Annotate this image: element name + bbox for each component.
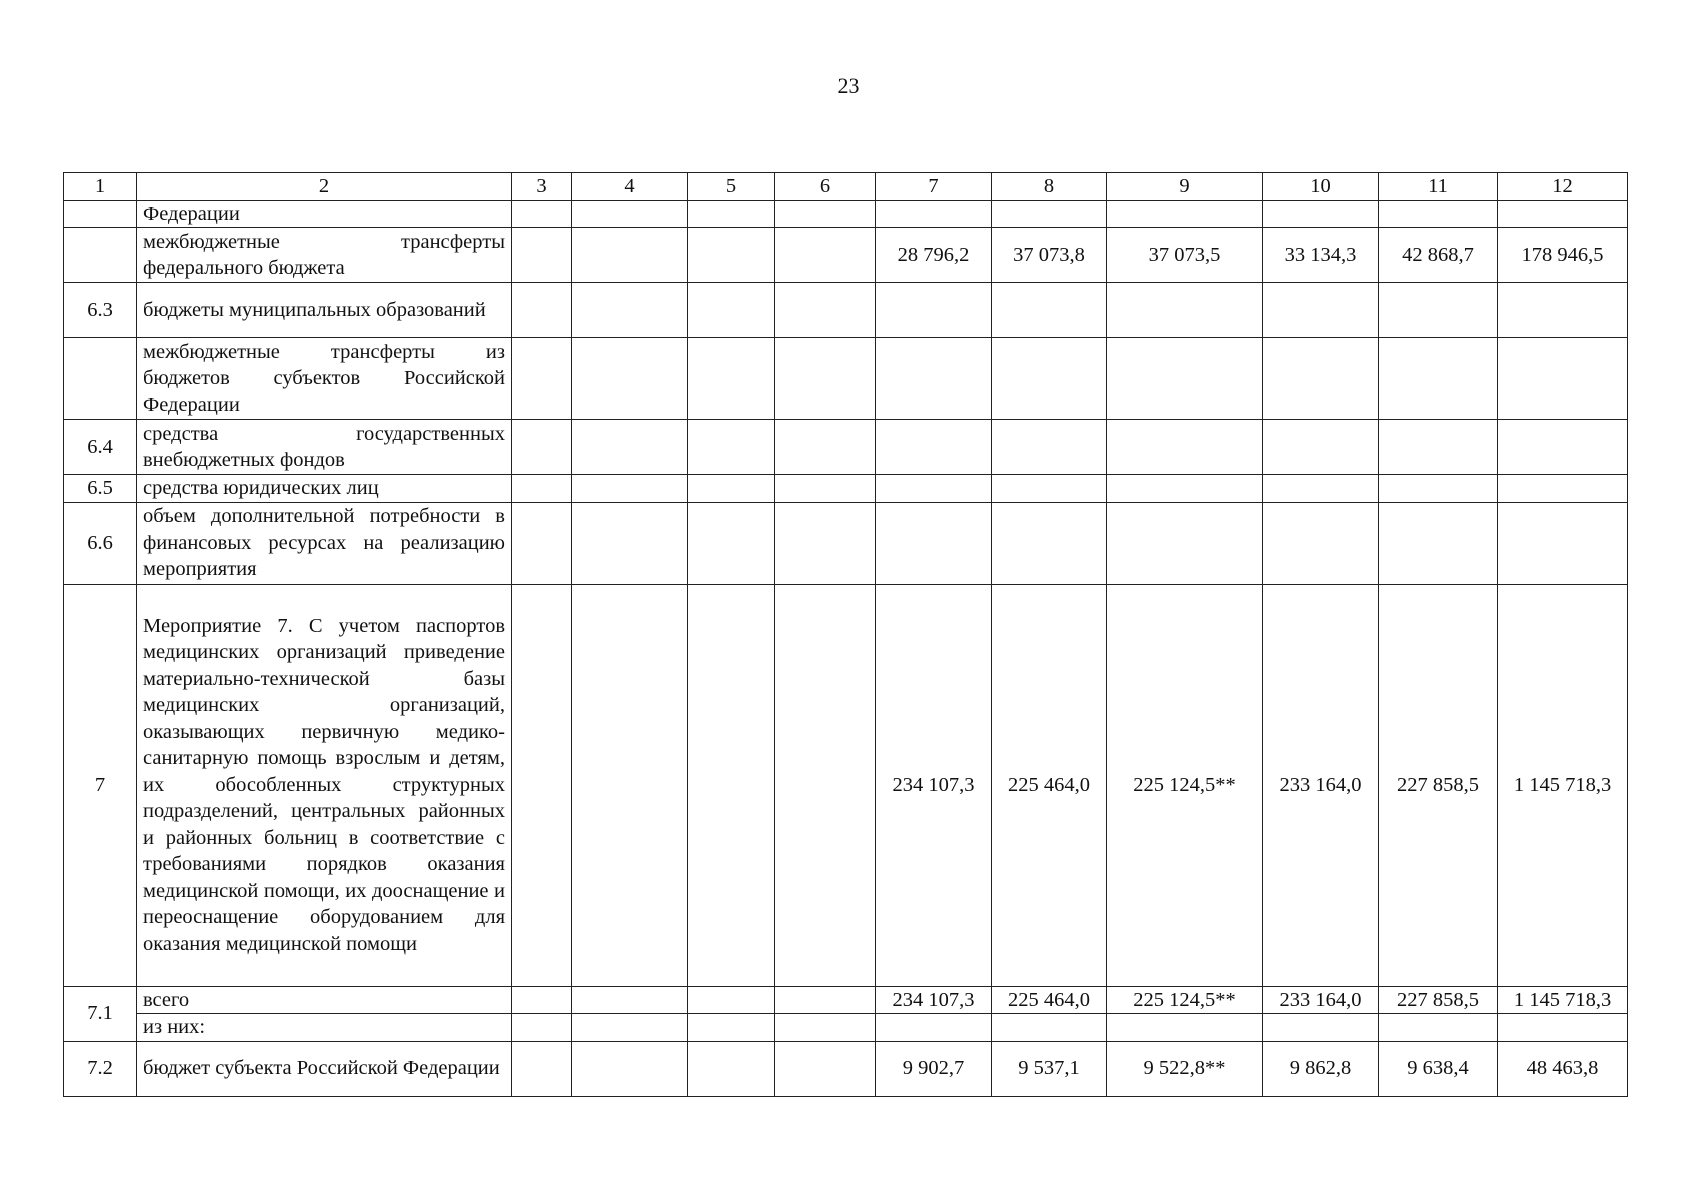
budget-table bbox=[63, 172, 1628, 1097]
cell-col6 bbox=[775, 1014, 876, 1042]
cell-col3 bbox=[512, 283, 572, 338]
table-row bbox=[64, 1041, 1628, 1096]
cell-col3 bbox=[512, 420, 572, 475]
row-id: 7.2 bbox=[64, 1041, 137, 1096]
column-number: 11 bbox=[1379, 173, 1498, 201]
column-number: 7 bbox=[876, 173, 992, 201]
cell-col7 bbox=[876, 475, 992, 503]
cell-col3 bbox=[512, 475, 572, 503]
cell-col3 bbox=[512, 338, 572, 420]
cell-col7 bbox=[876, 200, 992, 228]
table-row bbox=[64, 338, 1628, 420]
cell-col5 bbox=[688, 338, 775, 420]
cell-col10 bbox=[1263, 283, 1379, 338]
cell-col9 bbox=[1107, 475, 1263, 503]
cell-col8 bbox=[992, 475, 1107, 503]
cell-col11 bbox=[1379, 1014, 1498, 1042]
table-row bbox=[64, 584, 1628, 986]
cell-col6 bbox=[775, 584, 876, 986]
column-number: 8 bbox=[992, 173, 1107, 201]
cell-col9 bbox=[1107, 338, 1263, 420]
column-number: 9 bbox=[1107, 173, 1263, 201]
cell-col6 bbox=[775, 475, 876, 503]
cell-col4 bbox=[572, 283, 688, 338]
cell-col7: 9 902,7 bbox=[876, 1041, 992, 1096]
cell-col6 bbox=[775, 200, 876, 228]
row-id: 6.4 bbox=[64, 420, 137, 475]
column-number: 3 bbox=[512, 173, 572, 201]
cell-col5 bbox=[688, 475, 775, 503]
table-row bbox=[64, 200, 1628, 228]
cell-col4 bbox=[572, 584, 688, 986]
cell-col10 bbox=[1263, 420, 1379, 475]
cell-col12 bbox=[1498, 502, 1628, 584]
cell-col9 bbox=[1107, 502, 1263, 584]
cell-col3 bbox=[512, 1041, 572, 1096]
cell-col12 bbox=[1498, 475, 1628, 503]
cell-col3 bbox=[512, 228, 572, 283]
cell-col8 bbox=[992, 420, 1107, 475]
cell-col3 bbox=[512, 502, 572, 584]
row-description: всего bbox=[137, 986, 512, 1014]
cell-col10: 33 134,3 bbox=[1263, 228, 1379, 283]
cell-col5 bbox=[688, 228, 775, 283]
cell-col6 bbox=[775, 420, 876, 475]
cell-col9: 225 124,5** bbox=[1107, 584, 1263, 986]
cell-col12 bbox=[1498, 420, 1628, 475]
cell-col11 bbox=[1379, 283, 1498, 338]
table-row bbox=[64, 283, 1628, 338]
cell-col4 bbox=[572, 502, 688, 584]
cell-col5 bbox=[688, 420, 775, 475]
cell-col12: 1 145 718,3 bbox=[1498, 986, 1628, 1014]
cell-col5 bbox=[688, 1041, 775, 1096]
cell-col12 bbox=[1498, 338, 1628, 420]
cell-col3 bbox=[512, 1014, 572, 1042]
cell-col11: 9 638,4 bbox=[1379, 1041, 1498, 1096]
row-description: из них: bbox=[137, 1014, 512, 1042]
cell-col6 bbox=[775, 283, 876, 338]
table-row bbox=[64, 1014, 1628, 1042]
row-id bbox=[64, 338, 137, 420]
cell-col11: 227 858,5 bbox=[1379, 986, 1498, 1014]
cell-col3 bbox=[512, 584, 572, 986]
row-description: объем дополнительной потребности в финансовых ресурсах на реализацию мероприятия bbox=[137, 502, 512, 584]
cell-col4 bbox=[572, 420, 688, 475]
cell-col9: 37 073,5 bbox=[1107, 228, 1263, 283]
cell-col4 bbox=[572, 228, 688, 283]
table-row bbox=[64, 228, 1628, 283]
page-number: 23 bbox=[837, 73, 860, 98]
cell-col11 bbox=[1379, 420, 1498, 475]
cell-col4 bbox=[572, 1014, 688, 1042]
cell-col11 bbox=[1379, 200, 1498, 228]
cell-col12 bbox=[1498, 1014, 1628, 1042]
table-row bbox=[64, 986, 1628, 1014]
table-row bbox=[64, 502, 1628, 584]
cell-col11: 42 868,7 bbox=[1379, 228, 1498, 283]
cell-col6 bbox=[775, 228, 876, 283]
cell-col10 bbox=[1263, 200, 1379, 228]
cell-col5 bbox=[688, 283, 775, 338]
cell-col10: 233 164,0 bbox=[1263, 584, 1379, 986]
column-number: 1 bbox=[64, 173, 137, 201]
row-id bbox=[64, 200, 137, 228]
cell-col8: 225 464,0 bbox=[992, 584, 1107, 986]
column-number: 5 bbox=[688, 173, 775, 201]
cell-col10 bbox=[1263, 475, 1379, 503]
row-description: межбюджетные трансферты федерального бюджета bbox=[137, 228, 512, 283]
cell-col11 bbox=[1379, 338, 1498, 420]
cell-col7: 234 107,3 bbox=[876, 584, 992, 986]
cell-col10 bbox=[1263, 1014, 1379, 1042]
cell-col9: 225 124,5** bbox=[1107, 986, 1263, 1014]
table-row bbox=[64, 475, 1628, 503]
cell-col6 bbox=[775, 502, 876, 584]
cell-col12 bbox=[1498, 283, 1628, 338]
cell-col12: 178 946,5 bbox=[1498, 228, 1628, 283]
cell-col3 bbox=[512, 200, 572, 228]
cell-col11 bbox=[1379, 502, 1498, 584]
row-id: 6.6 bbox=[64, 502, 137, 584]
cell-col4 bbox=[572, 200, 688, 228]
cell-col4 bbox=[572, 986, 688, 1014]
cell-col5 bbox=[688, 986, 775, 1014]
row-description: бюджет субъекта Российской Федерации bbox=[137, 1041, 512, 1096]
cell-col6 bbox=[775, 1041, 876, 1096]
cell-col5 bbox=[688, 502, 775, 584]
cell-col7 bbox=[876, 1014, 992, 1042]
row-description: межбюджетные трансферты из бюджетов субъектов Российской Федерации bbox=[137, 338, 512, 420]
cell-col9 bbox=[1107, 200, 1263, 228]
cell-col10 bbox=[1263, 502, 1379, 584]
column-number-row bbox=[64, 173, 1628, 201]
cell-col7 bbox=[876, 283, 992, 338]
cell-col10: 233 164,0 bbox=[1263, 986, 1379, 1014]
cell-col8 bbox=[992, 1014, 1107, 1042]
row-description: Мероприятие 7. С учетом паспортов медицинских организаций приведение материально-технической базы медицинских организаций, оказывающих первичную медико-санитарную помощь взрослым и детям, их обособленных структурных подразделений, центральных районных и районных больниц в соответствие с требованиями порядков оказания медицинской помощи, их дооснащение и переоснащение оборудованием для оказания медицинской помощи bbox=[137, 584, 512, 986]
cell-col8 bbox=[992, 338, 1107, 420]
cell-col8 bbox=[992, 200, 1107, 228]
cell-col9 bbox=[1107, 283, 1263, 338]
cell-col11 bbox=[1379, 475, 1498, 503]
row-description: средства юридических лиц bbox=[137, 475, 512, 503]
column-number: 6 bbox=[775, 173, 876, 201]
cell-col4 bbox=[572, 338, 688, 420]
row-id: 6.3 bbox=[64, 283, 137, 338]
cell-col5 bbox=[688, 200, 775, 228]
row-id: 7 bbox=[64, 584, 137, 986]
cell-col8: 225 464,0 bbox=[992, 986, 1107, 1014]
cell-col9 bbox=[1107, 1014, 1263, 1042]
cell-col9: 9 522,8** bbox=[1107, 1041, 1263, 1096]
row-description: Федерации bbox=[137, 200, 512, 228]
cell-col7: 28 796,2 bbox=[876, 228, 992, 283]
cell-col7 bbox=[876, 502, 992, 584]
cell-col6 bbox=[775, 338, 876, 420]
cell-col6 bbox=[775, 986, 876, 1014]
cell-col10: 9 862,8 bbox=[1263, 1041, 1379, 1096]
table-row bbox=[64, 420, 1628, 475]
cell-col3 bbox=[512, 986, 572, 1014]
cell-col9 bbox=[1107, 420, 1263, 475]
cell-col12: 48 463,8 bbox=[1498, 1041, 1628, 1096]
cell-col8 bbox=[992, 502, 1107, 584]
cell-col8 bbox=[992, 283, 1107, 338]
column-number: 10 bbox=[1263, 173, 1379, 201]
cell-col5 bbox=[688, 1014, 775, 1042]
cell-col7 bbox=[876, 338, 992, 420]
cell-col8: 37 073,8 bbox=[992, 228, 1107, 283]
cell-col12: 1 145 718,3 bbox=[1498, 584, 1628, 986]
column-number: 12 bbox=[1498, 173, 1628, 201]
cell-col7: 234 107,3 bbox=[876, 986, 992, 1014]
row-description: бюджеты муниципальных образований bbox=[137, 283, 512, 338]
column-number: 2 bbox=[137, 173, 512, 201]
cell-col10 bbox=[1263, 338, 1379, 420]
row-description: средства государственных внебюджетных фондов bbox=[137, 420, 512, 475]
row-id: 7.1 bbox=[64, 986, 137, 1041]
cell-col8: 9 537,1 bbox=[992, 1041, 1107, 1096]
cell-col4 bbox=[572, 475, 688, 503]
column-number: 4 bbox=[572, 173, 688, 201]
cell-col12 bbox=[1498, 200, 1628, 228]
cell-col5 bbox=[688, 584, 775, 986]
row-id: 6.5 bbox=[64, 475, 137, 503]
row-id bbox=[64, 228, 137, 283]
cell-col4 bbox=[572, 1041, 688, 1096]
cell-col11: 227 858,5 bbox=[1379, 584, 1498, 986]
cell-col7 bbox=[876, 420, 992, 475]
